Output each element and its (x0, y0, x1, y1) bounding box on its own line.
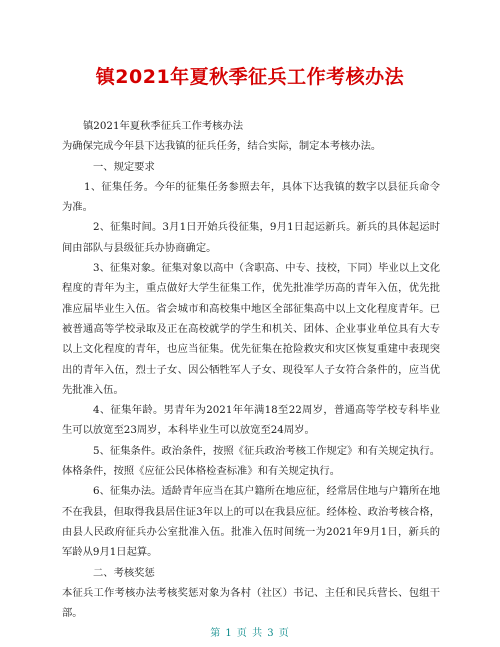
document-body (62, 116, 440, 623)
paragraph: 为确保完成今年县下达我镇的征兵任务，结合实际，制定本考核办法。 (62, 140, 382, 153)
paragraph: 本征兵工作考核办法考核奖惩对象为各村（社区）书记、主任和民兵营长、包组干部。 (62, 586, 440, 620)
paragraph: 4、征集年龄。男青年为2021年年满18至22周岁，普通高等学校专科毕业生可以放宽至23周岁，本科毕业生可以放宽至24周岁。 (62, 404, 440, 437)
paragraph: 2、征集时间。3月1日开始兵役征集，9月1日起运新兵。新兵的具体起运时间由部队与县级征兵办协商确定。 (62, 221, 440, 254)
paragraph: 一、规定要求 (93, 160, 155, 173)
document-title: 镇2021年夏秋季征兵工作考核办法 (95, 66, 405, 88)
paragraph: 3、征集对象。征集对象以高中（含职高、中专、技校，下同）毕业以上文化程度的青年为主，重点做好大学生征集工作，优先批准学历高的青年入伍，优先批准应届毕业生入伍。省会城市和高校集中地区全部征集高中以上文化程度青年。已被普通高等学校录取及正在高校就学的学生和机关、团体、企业事业单位具有大专以上文化程度的青年，也应当征集。优先征集在抢险救灾和灾区恢复重建中表现突出的青年入伍，烈士子女、因公牺牲军人子女、现役军人子女符合条件的，应当优先批准入伍。 (62, 262, 440, 396)
paragraph: 6、征集办法。适龄青年应当在其户籍所在地应征，经常居住地与户籍所在地不在我县，但取得我县居住证3年以上的可以在我县应征。经体检、政治考核合格，由县人民政府征兵办公室批准入伍。批准入伍时间统一为2021年9月1日，新兵的军龄从9月1日起算。 (62, 485, 440, 559)
paragraph: 镇2021年夏秋季征兵工作考核办法 (83, 120, 244, 132)
page-footer: 第 1 页 共 3 页 (210, 628, 290, 639)
paragraph: 二、考核奖惩 (93, 566, 155, 579)
paragraph: 1、征集任务。今年的征集任务参照去年，具体下达我镇的数字以县征兵命令为准。 (62, 180, 440, 214)
paragraph: 5、征集条件。政治条件，按照《征兵政治考核工作规定》和有关规定执行。体格条件，按照《应征公民体格检查标准》和有关规定执行。 (62, 444, 440, 478)
